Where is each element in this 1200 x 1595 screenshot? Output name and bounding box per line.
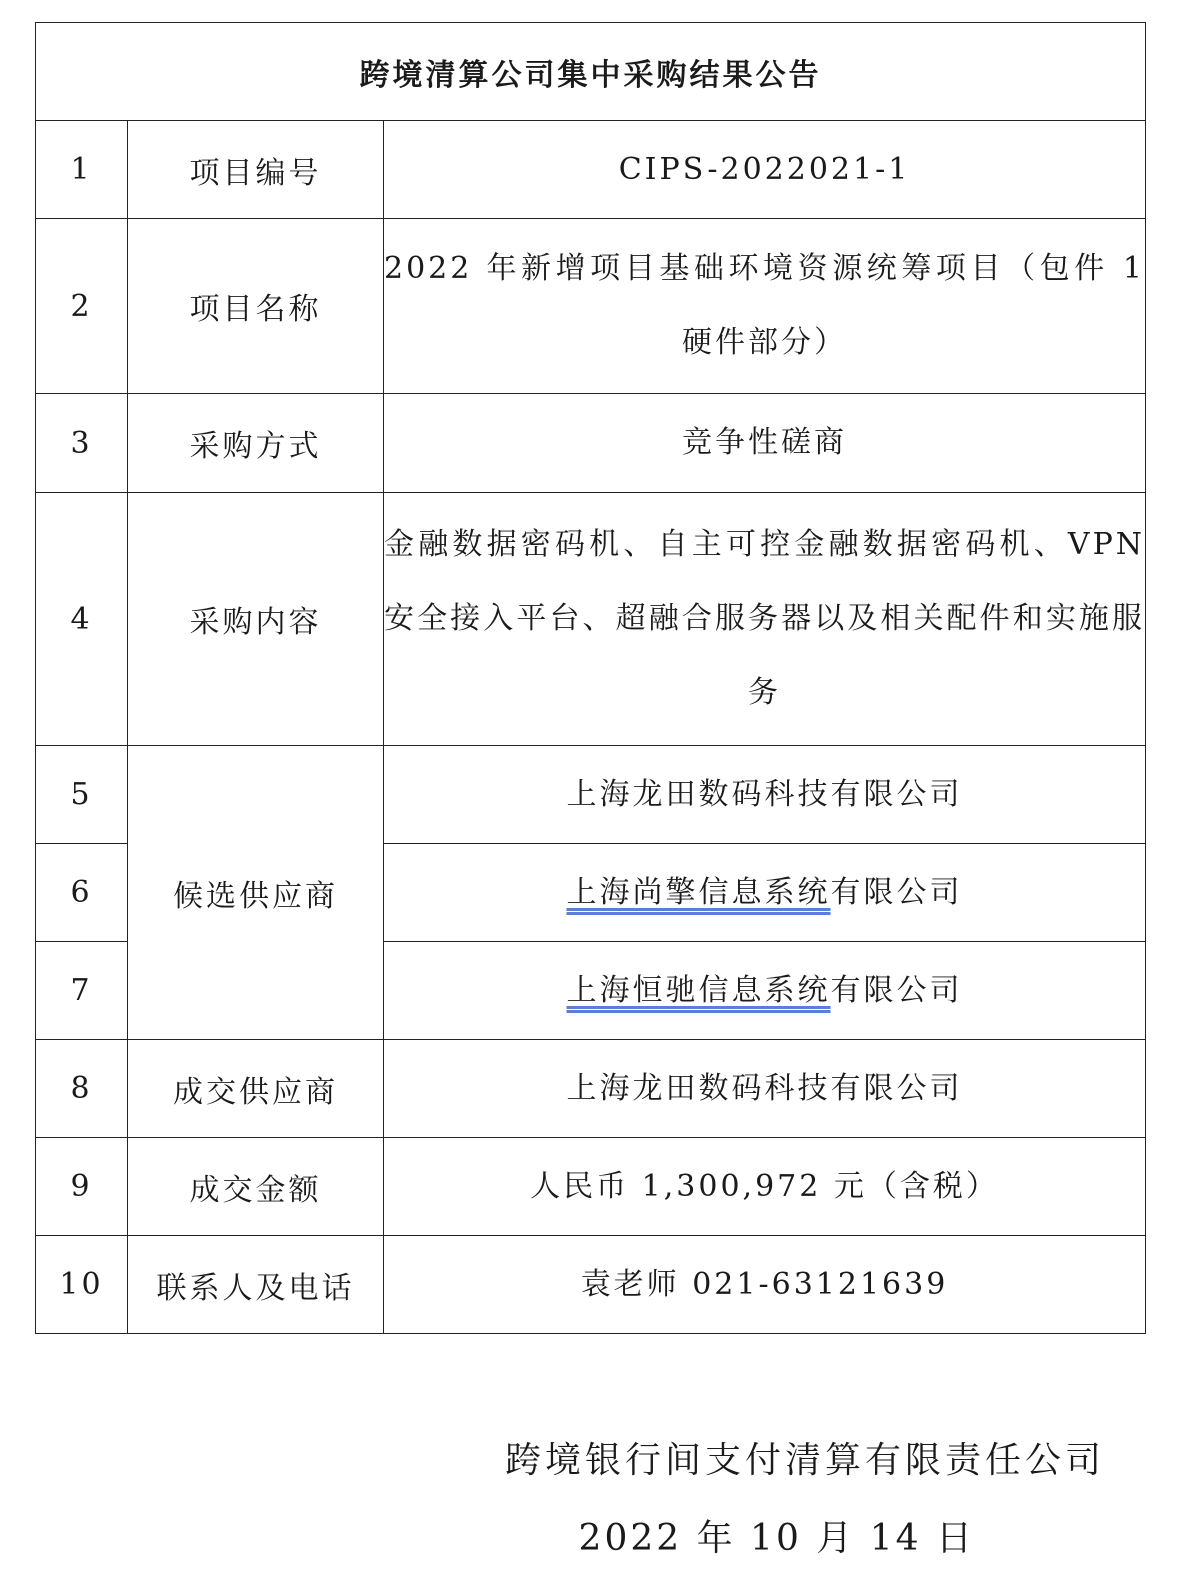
row-number: 10 [36,1236,128,1334]
row-label: 采购方式 [128,394,384,493]
procurement-method: 竞争性磋商 [384,394,1146,493]
row-number: 8 [36,1040,128,1138]
issuing-organization: 跨境银行间支付清算有限责任公司 [504,1440,1105,1481]
row-number: 9 [36,1138,128,1236]
row-number: 4 [36,493,128,746]
row-number: 2 [36,219,128,394]
winning-supplier: 上海龙田数码科技有限公司 [384,1040,1146,1138]
table-row [36,1236,1146,1334]
table-row [36,1138,1146,1236]
row-label: 项目名称 [128,219,384,394]
candidate-supplier [384,942,1146,1040]
document-title: 跨境清算公司集中采购结果公告 [36,23,1146,121]
project-number: CIPS-2022021-1 [384,121,1146,219]
row-number: 1 [36,121,128,219]
table-row [36,219,1146,394]
table-row [36,1040,1146,1138]
issue-date: 2022 年 10 月 14 日 [578,1518,975,1559]
project-name: 2022 年新增项目基础环境资源统筹项目（包件 1 硬件部分） [384,219,1146,394]
contact-info: 袁老师 021-63121639 [384,1236,1146,1334]
row-label: 成交供应商 [128,1040,384,1138]
transaction-amount: 人民币 1,300,972 元（含税） [384,1138,1146,1236]
row-number: 7 [36,942,128,1040]
supplier-suffix: 有限公司 [830,972,963,1008]
announcement-table [35,22,1146,1334]
title-row [36,23,1146,121]
procurement-content: 金融数据密码机、自主可控金融数据密码机、VPN 安全接入平台、超融合服务器以及相关配件和实施服务 [384,493,1146,746]
underlined-text: 上海尚擎信息系统 [566,874,831,910]
row-label: 项目编号 [128,121,384,219]
row-number: 5 [36,746,128,844]
row-label: 联系人及电话 [128,1236,384,1334]
underlined-text: 上海恒驰信息系统 [566,972,831,1008]
table-row [36,746,1146,844]
table-row [36,394,1146,493]
table-row [36,121,1146,219]
table-row [36,493,1146,746]
row-label: 采购内容 [128,493,384,746]
supplier-suffix: 有限公司 [830,874,963,910]
candidate-supplier [384,844,1146,942]
row-label: 候选供应商 [128,746,384,1040]
row-number: 3 [36,394,128,493]
row-number: 6 [36,844,128,942]
row-label: 成交金额 [128,1138,384,1236]
candidate-supplier: 上海龙田数码科技有限公司 [384,746,1146,844]
